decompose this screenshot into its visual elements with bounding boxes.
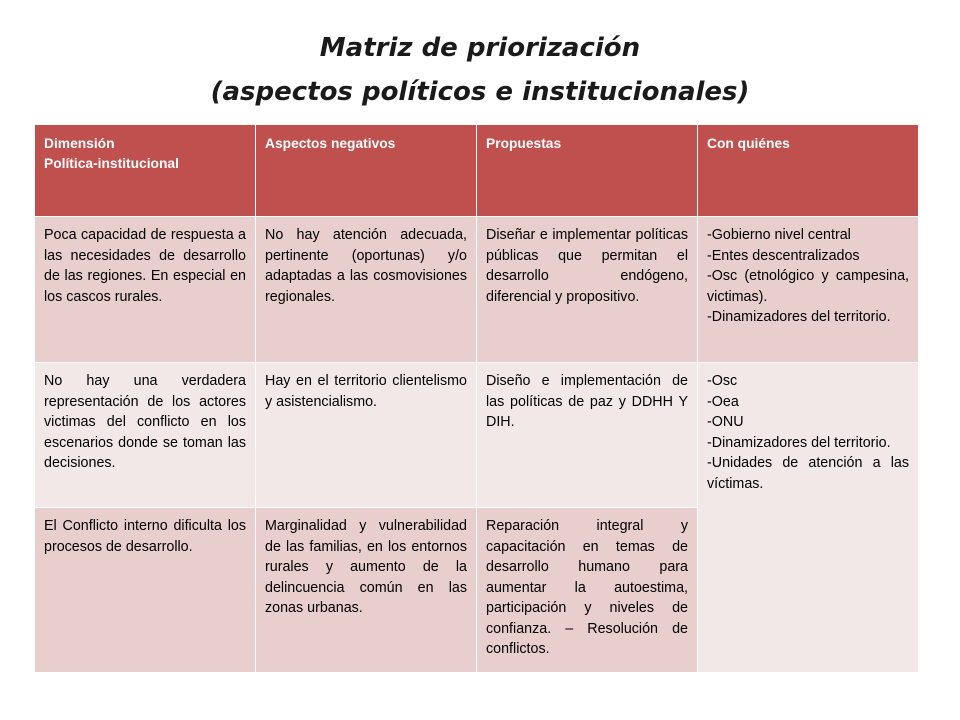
cell-negativos: Marginalidad y vulnerabilidad de las familias, en los entornos rurales y aumento de la delincuencia común en las zonas urbanas.: [256, 508, 477, 673]
quienes-item: -Unidades de atención a las víctimas.: [707, 455, 909, 492]
header-propuestas: Propuestas: [477, 125, 698, 217]
title-line-1: Matriz de priorización: [319, 33, 641, 63]
header-dimension: [35, 125, 256, 217]
quienes-item: -Osc: [707, 373, 738, 389]
header-dimension-line-2: Política-institucional: [44, 156, 179, 171]
cell-propuestas: Diseño e implementación de las políticas de paz y DDHH Y DIH.: [477, 363, 698, 508]
quienes-item: -Dinamizadores del territorio.: [707, 309, 891, 325]
cell-propuestas: Diseñar e implementar políticas públicas que permitan el desarrollo endógeno, diferencial y propositivo.: [477, 217, 698, 363]
quienes-item: -ONU: [707, 414, 744, 430]
quienes-item: -Osc (etnológico y campesina, victimas).: [707, 268, 909, 305]
quienes-item: -Dinamizadores del territorio.: [707, 434, 891, 451]
title-line-2: (aspectos políticos e institucionales): [210, 77, 750, 107]
cell-dimension: El Conflicto interno dificulta los procesos de desarrollo.: [35, 508, 256, 673]
table-header-row: [35, 125, 919, 217]
header-dimension-line-1: Dimensión: [44, 136, 115, 151]
table-row: [35, 217, 919, 363]
slide-title: [0, 26, 960, 114]
priority-matrix-table: [34, 124, 919, 673]
cell-negativos: Hay en el territorio clientelismo y asistencialismo.: [256, 363, 477, 508]
cell-quienes-merged: [698, 363, 919, 673]
table-row: [35, 363, 919, 508]
cell-quienes: [698, 217, 919, 363]
cell-negativos: No hay atención adecuada, pertinente (oportunas) y/o adaptadas a las cosmovisiones regionales.: [256, 217, 477, 363]
header-aspectos-negativos: Aspectos negativos: [256, 125, 477, 217]
cell-dimension: No hay una verdadera representación de los actores victimas del conflicto en los escenarios donde se toman las decisiones.: [35, 363, 256, 508]
cell-propuestas: Reparación integral y capacitación en temas de desarrollo humano para aumentar la autoestima, participación y niveles de confianza. – Resolución de conflictos.: [477, 508, 698, 673]
quienes-item: -Entes descentralizados: [707, 247, 860, 264]
header-con-quienes: Con quiénes: [698, 125, 919, 217]
cell-dimension: Poca capacidad de respuesta a las necesidades de desarrollo de las regiones. En especial en los cascos rurales.: [35, 217, 256, 363]
quienes-item: -Oea: [707, 393, 739, 410]
quienes-item: -Gobierno nivel central: [707, 227, 851, 243]
